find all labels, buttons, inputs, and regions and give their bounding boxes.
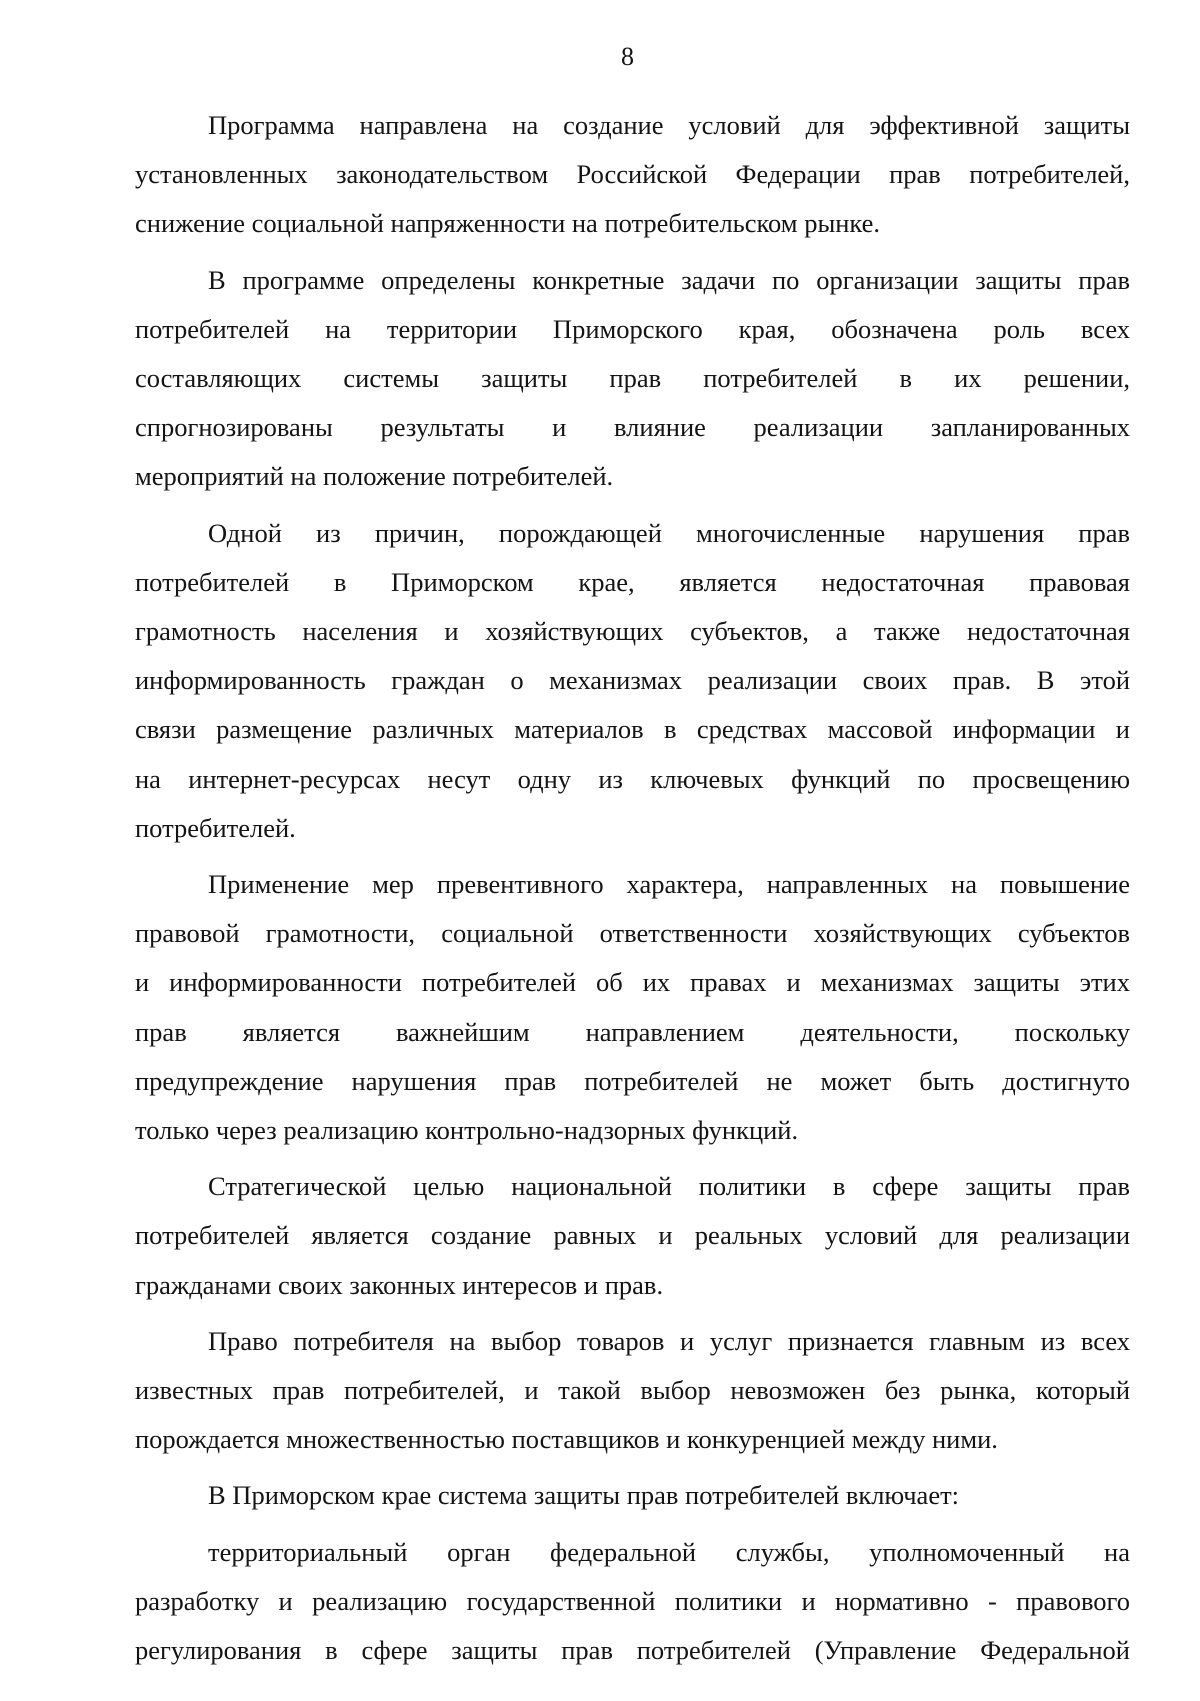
text-line: разработку и реализацию государственной политики и нормативно - правового xyxy=(135,1585,1130,1616)
text-line: Применение мер превентивного характера, направленных на повышение xyxy=(208,869,1130,900)
text-line: информированность граждан о механизмах реализации своих прав. В этой xyxy=(135,665,1130,696)
text-line: связи размещение различных материалов в средствах массовой информации и xyxy=(135,714,1130,745)
text-line: Одной из причин, порождающей многочисленные нарушения прав xyxy=(208,517,1130,548)
paragraph-program-goal xyxy=(135,101,1130,249)
text-line: спрогнозированы результаты и влияние реализации запланированных xyxy=(135,412,1130,443)
text-line: известных прав потребителей, и такой выбор невозможен без рынка, который xyxy=(135,1375,1130,1406)
text-line: и информированности потребителей об их правах и механизмах защиты этих xyxy=(135,967,1130,998)
paragraph-violation-causes xyxy=(135,509,1130,853)
text-line: гражданами своих законных интересов и прав. xyxy=(135,1269,664,1300)
text-line: прав является важнейшим направлением деятельности, поскольку xyxy=(135,1016,1130,1047)
text-line: снижение социальной напряженности на потребительском рынке. xyxy=(135,208,881,239)
paragraph-right-of-choice xyxy=(135,1317,1130,1465)
text-line: Программа направлена на создание условий для эффективной защиты xyxy=(208,110,1130,140)
text-line: потребителей в Приморском крае, является недостаточная правовая xyxy=(135,566,1130,597)
text-line: В программе определены конкретные задачи по организации защиты прав xyxy=(208,264,1130,295)
text-line: порождается множественностью поставщиков и конкуренцией между ними. xyxy=(135,1424,998,1455)
text-line: установленных законодательством Российской Федерации прав потребителей, xyxy=(135,159,1130,190)
text-line: правовой грамотности, социальной ответственности хозяйствующих субъектов xyxy=(135,918,1130,949)
text-line: мероприятий на положение потребителей. xyxy=(135,461,614,492)
paragraph-strategic-goal xyxy=(135,1162,1130,1310)
text-line: потребителей является создание равных и реальных условий для реализации xyxy=(135,1220,1130,1251)
paragraph-territorial-body xyxy=(135,1528,1130,1676)
text-line: на интернет-ресурсах несут одну из ключевых функций по просвещению xyxy=(135,763,1130,794)
paragraph-program-tasks xyxy=(135,256,1130,502)
paragraph-preventive-measures xyxy=(135,860,1130,1155)
text-line: В Приморском крае система защиты прав потребителей включает: xyxy=(208,1480,960,1511)
page-number: 8 xyxy=(621,42,634,71)
text-line: предупреждение нарушения прав потребителей не может быть достигнуто xyxy=(135,1065,1130,1096)
text-line: регулирования в сфере защиты прав потребителей (Управление Федеральной xyxy=(135,1635,1130,1666)
document-body xyxy=(135,101,1130,1682)
text-line: территориальный орган федеральной службы, уполномоченный на xyxy=(208,1536,1130,1567)
text-line: только через реализацию контрольно-надзорных функций. xyxy=(135,1115,799,1146)
text-line: Право потребителя на выбор товаров и услуг признается главным из всех xyxy=(208,1325,1130,1356)
text-line: составляющих системы защиты прав потребителей в их решении, xyxy=(135,363,1130,394)
text-line: потребителей на территории Приморского края, обозначена роль всех xyxy=(135,313,1130,344)
text-line: потребителей. xyxy=(135,812,296,843)
text-line: грамотность населения и хозяйствующих субъектов, а также недостаточная xyxy=(135,616,1130,647)
text-line: Стратегической целью национальной политики в сфере защиты прав xyxy=(208,1171,1130,1202)
paragraph-system-includes xyxy=(135,1471,1130,1520)
